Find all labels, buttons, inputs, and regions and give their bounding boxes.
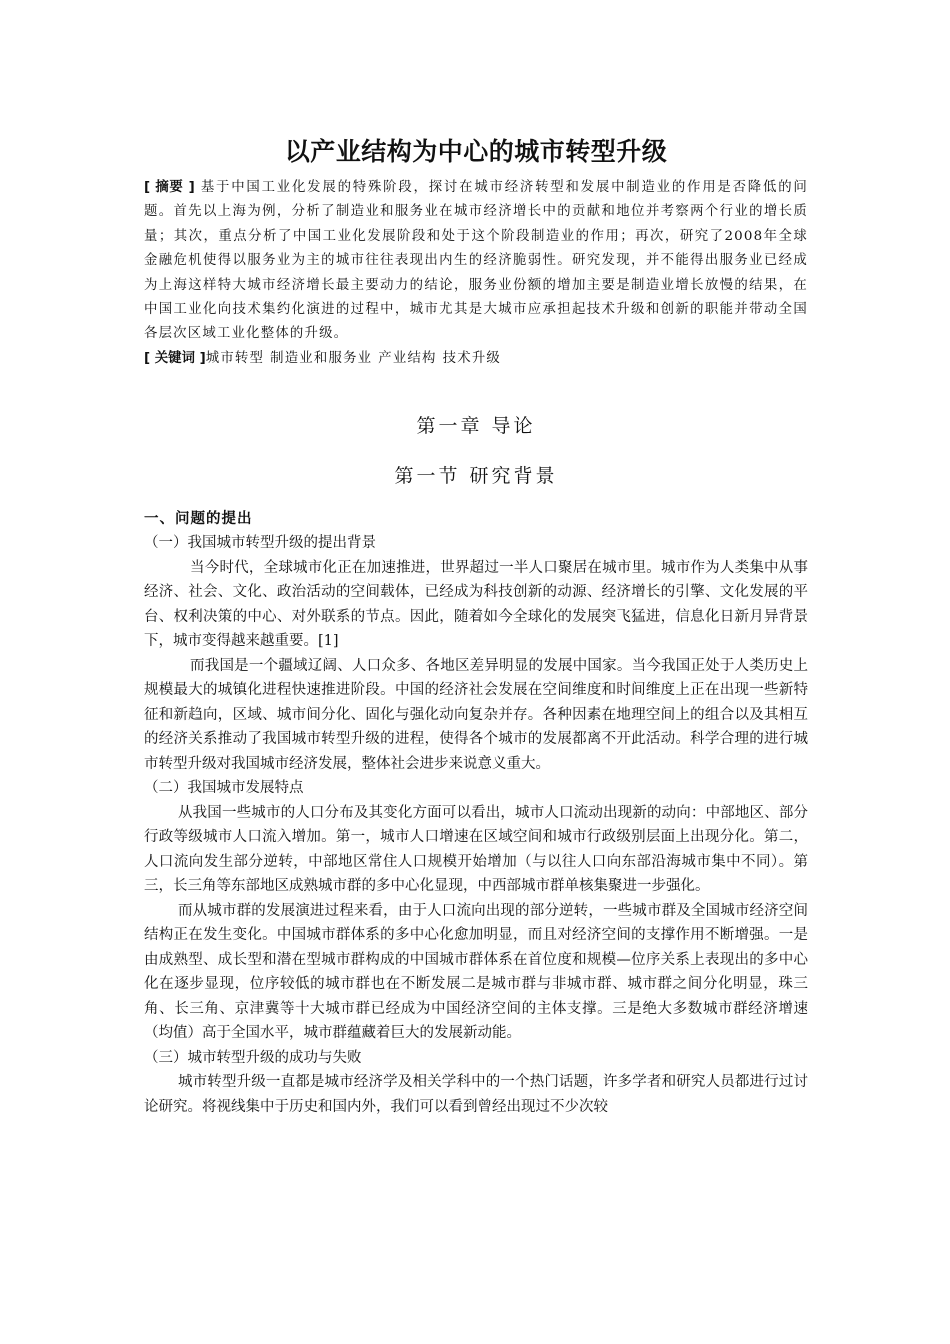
document-body	[144, 132, 808, 1119]
paragraph: 城市转型升级一直都是城市经济学及相关学科中的一个热门话题，许多学者和研究人员都进行过讨论研究。将视线集中于历史和国内外，我们可以看到曾经出现过不少次较	[144, 1074, 808, 1115]
paper-title: 以产业结构为中心的城市转型升级	[284, 137, 668, 166]
keyword: 制造业和服务业	[270, 350, 373, 366]
sub-heading-3: （三）城市转型升级的成功与失败	[144, 1049, 362, 1066]
subsection-heading: 一、问题的提出	[144, 511, 253, 528]
paragraph: 而从城市群的发展演进过程来看，由于人口流向出现的部分逆转，一些城市群及全国城市经济空间结构正在发生变化。中国城市群体系的多中心化愈加明显，而且对经济空间的支撑作用不断增强。一是由成熟型、成长型和潜在型城市群构成的中国城市群体系在首位度和规模—位序关系上表现出的多中心化在逐步显现，位序较低的城市群也在不断发展二是城市群与非城市群、城市群之间分化明显，珠三角、长三角、京津冀等十大城市群已经成为中国经济空间的主体支撑。三是绝大多数城市群经济增速（均值）高于全国水平，城市群蕴藏着巨大的发展新动能。	[144, 902, 808, 1042]
paragraph: 从我国一些城市的人口分布及其变化方面可以看出，城市人口流动出现新的动向：中部地区、部分行政等级城市人口流入增加。第一，城市人口增速在区域空间和城市行政级别层面上出现分化。第二，人口流向发生部分逆转，中部地区常住人口规模开始增加（与以往人口向东部沿海城市集中不同）。第三，长三角等东部地区成熟城市群的多中心化显现，中西部城市群单核集聚进一步强化。	[144, 804, 808, 895]
chapter-heading: 第一章 导论	[416, 415, 536, 438]
keyword: 产业结构	[378, 350, 437, 366]
abstract-text: 基于中国工业化发展的特殊阶段，探讨在城市经济转型和发展中制造业的作用是否降低的问题。首先以上海为例，分析了制造业和服务业在城市经济增长中的贡献和地位并考察两个行业的增长质量；其次，重点分析了中国工业化发展阶段和处于这个阶段制造业的作用；再次，研究了2008年全球金融危机使得以服务业为主的城市往往表现出内生的经济脆弱性。研究发现，并不能得出服务业已经成为上海这样特大城市经济增长最主要动力的结论，服务业份额的增加主要是制造业增长放慢的结果，在中国工业化向技术集约化演进的过程中，城市尤其是大城市应承担起技术升级和创新的职能并带动全国各层次区域工业化整体的升级。	[144, 180, 808, 342]
abstract	[144, 176, 808, 347]
section-heading: 第一节 研究背景	[394, 465, 558, 488]
keywords-label: [ 关键词 ]	[144, 350, 206, 366]
sub-heading-1: （一）我国城市转型升级的提出背景	[144, 535, 376, 552]
keywords	[144, 347, 808, 371]
paragraph: 当今时代，全球城市化正在加速推进，世界超过一半人口聚居在城市里。城市作为人类集中从事经济、社会、文化、政治活动的空间载体，已经成为科技创新的动源、经济增长的引擎、文化发展的平台、权利决策的中心、对外联系的节点。因此，随着如今全球化的发展突飞猛进，信息化日新月异背景下，城市变得越来越重要。[1]	[144, 559, 808, 650]
sub-heading-2: （二）我国城市发展特点	[144, 780, 304, 797]
abstract-label: [ 摘要 ]	[144, 180, 195, 195]
keyword: 城市转型	[205, 350, 265, 366]
keyword: 技术升级	[442, 350, 502, 366]
paragraph: 而我国是一个疆域辽阔、人口众多、各地区差异明显的发展中国家。当今我国正处于人类历史上规模最大的城镇化进程快速推进阶段。中国的经济社会发展在空间维度和时间维度上正在出现一些新特征和新趋向，区域、城市间分化、固化与强化动向复杂并存。各种因素在地理空间上的组合以及其相互的经济关系推动了我国城市转型升级的进程，使得各个城市的发展都离不开此活动。科学合理的进行城市转型升级对我国城市经济发展，整体社会进步来说意义重大。	[144, 657, 808, 772]
